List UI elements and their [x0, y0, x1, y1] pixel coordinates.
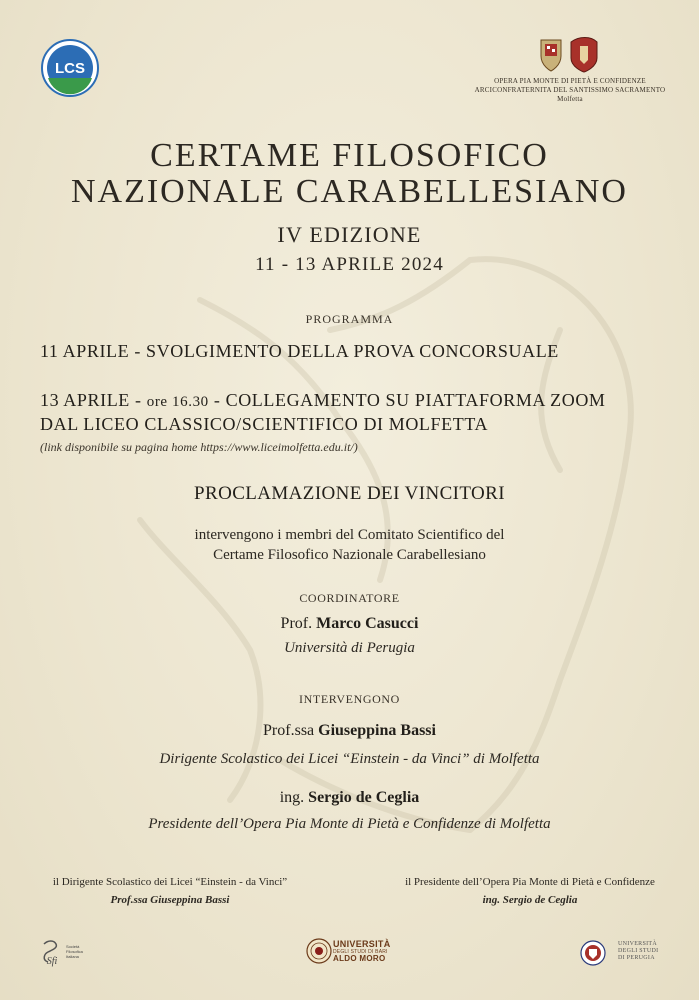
sfi-logo-icon: [38, 938, 66, 968]
intro-line2: Certame Filosofico Nazionale Carabellesiano: [213, 547, 486, 563]
svg-text:LCS: LCS: [55, 60, 85, 77]
sfi-line1: Società: [66, 944, 80, 949]
speaker2-role: Presidente dell’Opera Pia Monte di Pietà e Confidenze di Molfetta: [148, 816, 551, 832]
event-dates: 11 - 13 APRILE 2024: [255, 254, 444, 275]
program-item-2-time: ore 16.30: [146, 394, 209, 410]
crest-icon: [535, 34, 605, 74]
title-line1: CERTAME FILOSOFICO: [150, 137, 549, 174]
lcs-logo-icon: [40, 38, 100, 98]
coordinator-affiliation: Università di Perugia: [284, 640, 415, 656]
org-caption: [470, 77, 670, 104]
org-caption-line3: Molfetta: [557, 95, 583, 103]
sfi-line2: Filosofica: [66, 949, 83, 954]
signature-right-title: il Presidente dell’Opera Pia Monte di Pietà e Confidenze: [405, 876, 655, 888]
signature-left-title: il Dirigente Scolastico dei Licei “Einstein - da Vinci”: [52, 876, 288, 888]
program-item-2: [40, 390, 680, 411]
sfi-line3: Italiana: [66, 954, 79, 959]
title-line2: NAZIONALE CARABELLESIANO: [70, 173, 628, 210]
speaker2-title: ing.: [279, 789, 305, 806]
uniba-wordmark: [333, 940, 391, 963]
unipg-line3: DI PERUGIA: [618, 955, 655, 961]
speaker2-name: [0, 789, 699, 807]
speaker1-name: [0, 722, 699, 740]
speaker1-title: Prof.ssa: [263, 722, 315, 739]
uniba-seal-icon: [306, 938, 332, 964]
uniba-line3: ALDO MORO: [333, 954, 386, 963]
speaker2-name-text: Sergio de Ceglia: [308, 789, 420, 806]
coordinator-label: COORDINATORE: [299, 591, 400, 605]
unipg-line2: DEGLI STUDI: [618, 948, 659, 954]
coordinator-name-text: Marco Casucci: [316, 615, 419, 632]
unipg-wordmark: [618, 941, 668, 962]
unipg-seal-icon: [580, 940, 606, 966]
program-item-1: 11 APRILE - SVOLGIMENTO DELLA PROVA CONCORSUALE: [40, 341, 559, 361]
speakers-label: INTERVENGONO: [299, 692, 400, 706]
org-caption-line2: ARCICONFRATERNITA DEL SANTISSIMO SACRAMENTO: [474, 86, 666, 94]
coordinator-title: Prof.: [280, 615, 313, 632]
signature-left: [20, 876, 320, 906]
signature-right: [380, 876, 680, 906]
unipg-line1: UNIVERSITÀ: [618, 941, 657, 947]
link-note: (link disponibile su pagina home https://www.liceimolfetta.edu.it/): [40, 440, 358, 454]
proclamation-heading: PROCLAMAZIONE DEI VINCITORI: [194, 483, 505, 504]
speaker1-name-text: Giuseppina Bassi: [318, 722, 436, 739]
sfi-caption: [66, 944, 96, 959]
org-caption-line1: OPERA PIA MONTE DI PIETÀ E CONFIDENZE: [494, 77, 646, 85]
uniba-line1: UNIVERSITÀ: [333, 939, 391, 949]
signature-left-name: Prof.ssa Giuseppina Bassi: [110, 894, 230, 906]
intro-line1: intervengono i membri del Comitato Scientifico del: [194, 527, 505, 543]
program-item-2-date: 13 APRILE -: [40, 390, 142, 410]
signature-right-name: ing. Sergio de Ceglia: [482, 894, 578, 906]
program-label: PROGRAMMA: [305, 312, 394, 326]
uniba-line2: DEGLI STUDI DI BARI: [333, 949, 388, 955]
edition: IV EDIZIONE: [277, 222, 422, 247]
coordinator-name: [0, 615, 699, 633]
svg-text:Sfi: Sfi: [46, 956, 58, 967]
speaker1-role: Dirigente Scolastico dei Licei “Einstein - da Vinci” di Molfetta: [159, 751, 540, 767]
program-item-2-line2: DAL LICEO CLASSICO/SCIENTIFICO DI MOLFETTA: [40, 414, 489, 434]
program-item-2-rest: - COLLEGAMENTO SU PIATTAFORMA ZOOM: [213, 390, 606, 410]
